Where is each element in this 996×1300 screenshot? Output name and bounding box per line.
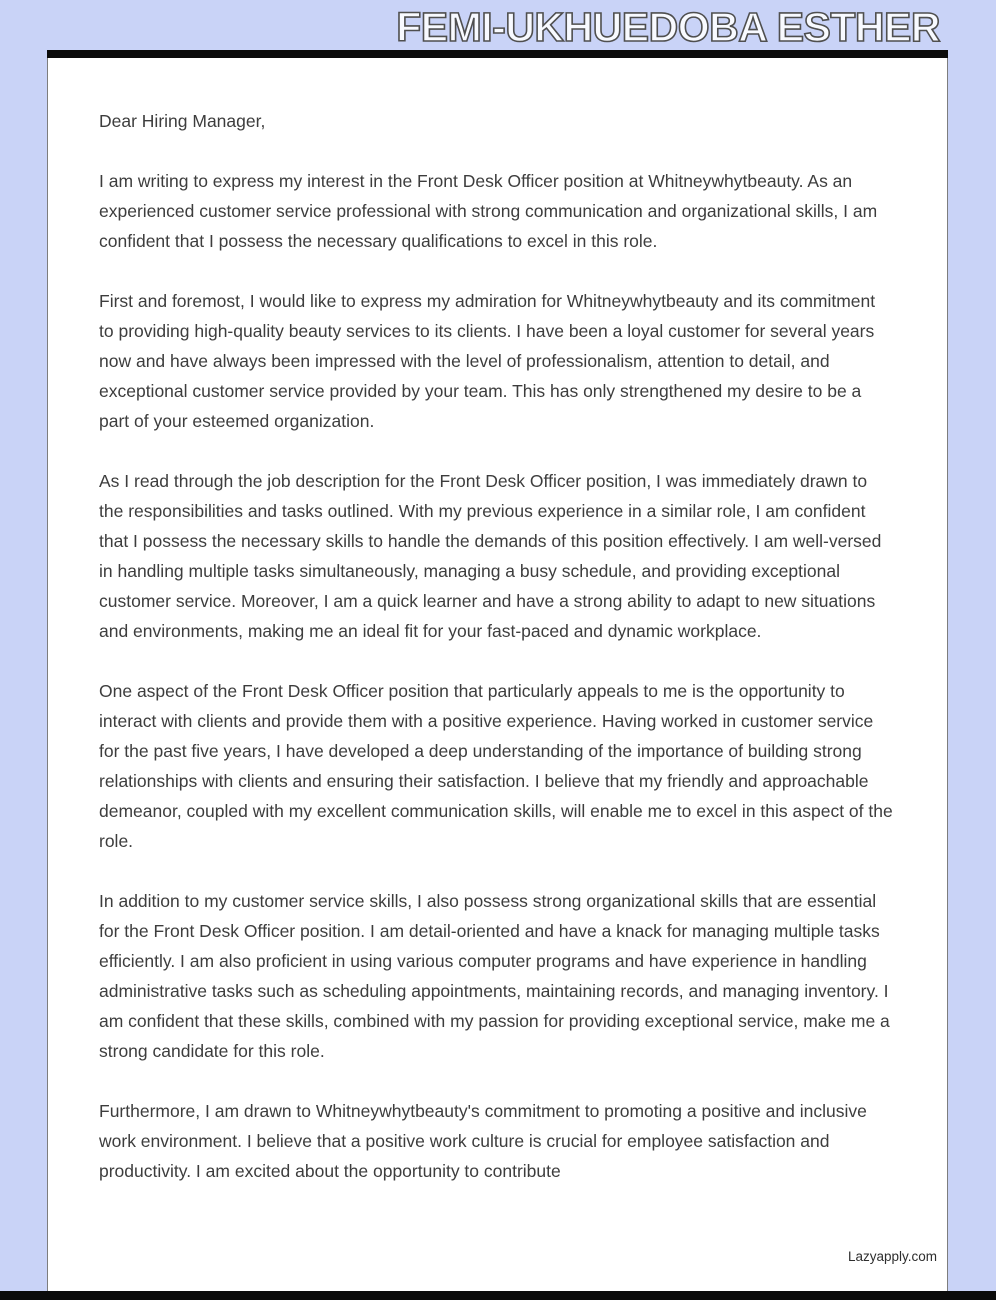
salutation: Dear Hiring Manager, bbox=[99, 111, 266, 131]
letter-paragraph: Furthermore, I am drawn to Whitneywhytbeauty's commitment to promoting a positive and inclusive work environment. I believe that a positive work culture is crucial for employee satisfaction and productivity. I am excited about the opportunity to contribute bbox=[99, 1101, 867, 1181]
applicant-name-title: FEMI-UKHUEDOBA ESTHER bbox=[396, 4, 940, 50]
cover-letter-page bbox=[47, 58, 948, 1292]
bottom-divider-bar bbox=[0, 1291, 996, 1300]
letter-paragraph: In addition to my customer service skills, I also possess strong organizational skills that are essential for the Front Desk Officer position. I am detail-oriented and have a knack for managing multiple tasks efficiently. I am also proficient in using various computer programs and have experience in handling administrative tasks such as scheduling appointments, maintaining records, and managing inventory. I am confident that these skills, combined with my passion for providing exceptional service, make me a strong candidate for this role. bbox=[99, 891, 890, 1061]
letter-paragraph: One aspect of the Front Desk Officer position that particularly appeals to me is the opportunity to interact with clients and provide them with a positive experience. Having worked in customer service for the past five years, I have developed a deep understanding of the importance of building strong relationships with clients and ensuring their satisfaction. I believe that my friendly and approachable demeanor, coupled with my excellent communication skills, will enable me to excel in this aspect of the role. bbox=[99, 681, 893, 851]
letter-paragraph: I am writing to express my interest in the Front Desk Officer position at Whitneywhytbeauty. As an experienced customer service professional with strong communication and organizational skills, I am confident that I possess the necessary qualifications to excel in this role. bbox=[99, 171, 878, 251]
letter-paragraph: First and foremost, I would like to express my admiration for Whitneywhytbeauty and its commitment to providing high-quality beauty services to its clients. I have been a loyal customer for several years now and have always been impressed with the level of professionalism, attention to detail, and exceptional customer service provided by your team. This has only strengthened my desire to be a part of your esteemed organization. bbox=[99, 291, 876, 431]
top-divider-bar bbox=[47, 50, 948, 58]
lazyapply-watermark: Lazyapply.com bbox=[847, 1249, 937, 1264]
letter-paragraph: As I read through the job description for the Front Desk Officer position, I was immediately drawn to the responsibilities and tasks outlined. With my previous experience in a similar role, I am confident that I possess the necessary skills to handle the demands of this position effectively. I am well-versed in handling multiple tasks simultaneously, managing a busy schedule, and providing exceptional customer service. Moreover, I am a quick learner and have a strong ability to adapt to new situations and environments, making me an ideal fit for your fast-paced and dynamic workplace. bbox=[99, 471, 882, 641]
